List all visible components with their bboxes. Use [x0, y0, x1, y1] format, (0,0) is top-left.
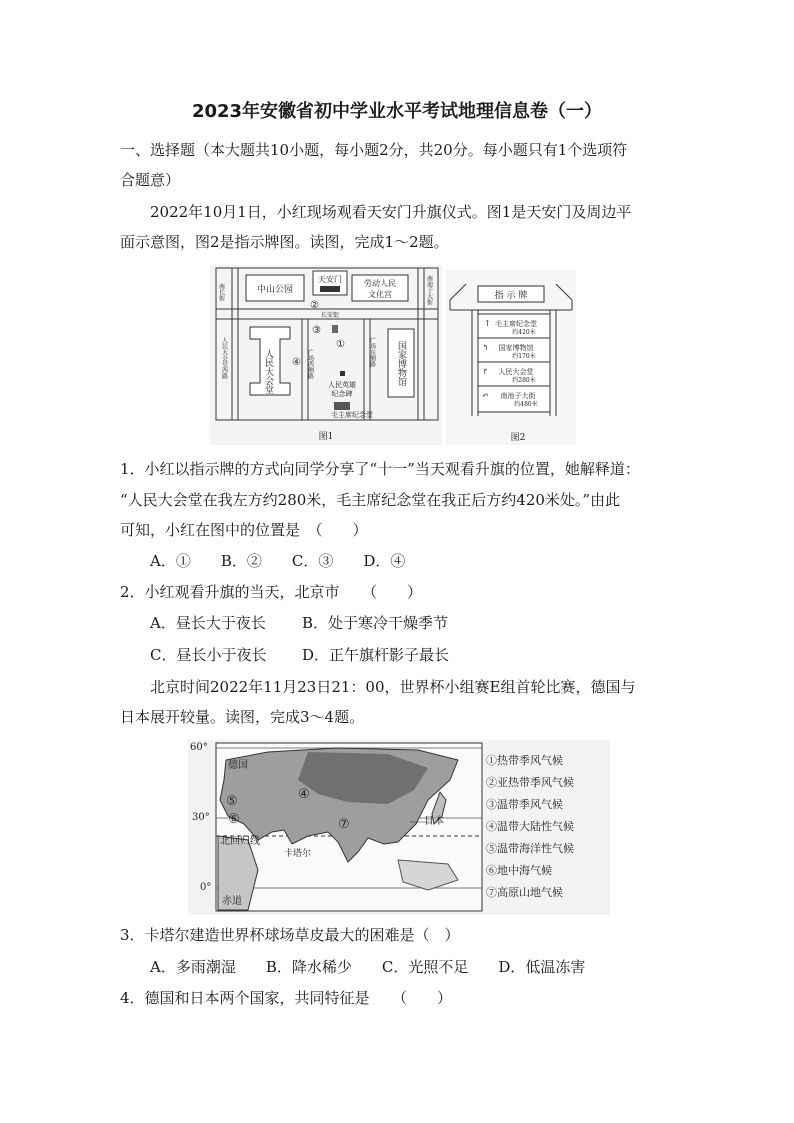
label-laodong-2: 文化宫: [368, 290, 392, 299]
row-dist: 约420米: [512, 329, 536, 336]
row-name: 南池子大街: [500, 392, 536, 400]
q2-option-a: A．昼长大于夜长: [150, 614, 266, 632]
label-japan: 日本: [424, 816, 444, 827]
label-bowuguan: 国家博物馆: [396, 341, 406, 386]
legend-item: ④温带大陆性气候: [486, 820, 574, 833]
intro2-line1: 北京时间2022年11月23日21：00，世界杯小组赛E组首轮比赛，德国与: [150, 678, 636, 696]
region-7: ⑦: [338, 817, 350, 832]
q3-stem: 3．卡塔尔建造世界杯球场草皮最大的困难是（ ）: [120, 926, 460, 944]
arrow-icon: ↶: [482, 391, 489, 400]
row-dist: 约480米: [514, 401, 538, 408]
page-title: 2023年安徽省初中学业水平考试地理信息卷（一）: [191, 101, 603, 122]
q1-line2: “人民大会堂在我左方约280米，毛主席纪念堂在我正后方约420米处。”由此: [120, 491, 621, 509]
section-header-line1: 一、选择题（本大题共10小题，每小题2分，共20分。每小题只有1个选项符: [120, 141, 628, 159]
q2-option-b: B．处于寒冷干燥季节: [302, 614, 449, 632]
legend-item: ③温带季风气候: [486, 798, 563, 811]
section-header-line2: 合题意）: [120, 171, 181, 189]
lat-60: 60°: [190, 742, 208, 753]
legend-item: ⑤温带海洋性气候: [486, 842, 574, 855]
label-tropic: 北回归线: [220, 836, 260, 847]
label-nanchang: 南长街: [217, 283, 225, 301]
intro1-line1: 2022年10月1日，小红现场观看天安门升旗仪式。图1是天安门及周边平: [150, 203, 632, 221]
marker-2: ②: [310, 300, 319, 311]
row-dist: 约280米: [512, 377, 536, 384]
label-changan: 长安街: [320, 312, 340, 319]
q2-stem: 2．小红观看升旗的当天，北京市 （ ）: [120, 583, 423, 601]
label-qatar: 卡塔尔: [284, 849, 312, 859]
figure3-climate-map: [188, 740, 610, 915]
label-tiananmen: 天安门: [318, 275, 342, 284]
lat-30: 30°: [192, 812, 210, 823]
label-nanchizi: 南池子大街: [425, 275, 433, 305]
row-name: 人民大会堂: [498, 368, 534, 376]
figure2-signboard: [446, 270, 576, 445]
q2-option-c: C．昼长小于夜长: [150, 646, 267, 664]
q3-options: A．多雨潮湿 B．降水稀少 C．光照不足 D．低温冻害: [150, 958, 586, 976]
intro1-line2: 面示意图，图2是指示牌图。读图，完成1～2题。: [120, 233, 449, 251]
q2-option-d: D．正午旗杆影子最长: [302, 646, 450, 664]
label-equator: 赤道: [222, 896, 242, 907]
row-name: 国家博物馆: [498, 344, 534, 352]
region-6: ⑥: [228, 812, 240, 827]
arrow-icon: ↰: [482, 343, 489, 352]
marker-3: ③: [312, 325, 321, 336]
legend-item: ⑥地中海气候: [486, 864, 552, 877]
label-jinianbei-2: 纪念碑: [331, 390, 353, 398]
q1-line3: 可知，小红在图中的位置是 （ ）: [120, 521, 368, 539]
label-guangchang-xi: 广场西侧路: [306, 349, 314, 379]
marker-4: ④: [292, 357, 301, 368]
label-laodong-1: 劳动人民: [364, 279, 396, 288]
intro2-line2: 日本展开较量。读图，完成3～4题。: [120, 708, 365, 726]
label-maozedong: 毛主席纪念堂: [331, 411, 373, 419]
signboard-header: 指 示 牌: [494, 291, 528, 301]
figure1-map: [210, 265, 442, 445]
row-name: 毛主席纪念堂: [495, 320, 537, 328]
legend-item: ⑦高原山地气候: [486, 886, 563, 899]
label-dahuitang: 人民大会堂: [263, 349, 273, 394]
legend-item: ②亚热带季风气候: [486, 776, 574, 789]
label-guangchang-dong: 广场东侧路: [368, 337, 376, 367]
label-dahuitang-xilu: 人民大会堂西路: [220, 337, 228, 379]
marker-1: ①: [336, 339, 345, 350]
region-4: ④: [298, 787, 310, 802]
label-zhongshan: 中山公园: [256, 285, 294, 295]
label-jinianbei-1: 人民英雄: [328, 381, 356, 389]
legend-item: ①热带季风气候: [486, 754, 563, 767]
row-dist: 约170米: [512, 353, 536, 360]
q1-options: A．① B．② C．③ D．④: [150, 552, 406, 570]
q4-stem: 4．德国和日本两个国家，共同特征是 （ ）: [120, 989, 453, 1007]
figure2-caption: 图2: [510, 433, 526, 443]
region-5: ⑤: [226, 794, 238, 809]
q1-line1: 1．小红以指示牌的方式向同学分享了“十一”当天观看升旗的位置，她解释道：: [120, 460, 640, 478]
arrow-icon: ↱: [482, 367, 489, 376]
label-germany: 德国: [228, 760, 248, 771]
figure1-caption: 图1: [318, 432, 334, 442]
lat-0: 0°: [200, 882, 212, 893]
arrow-icon: ↑: [484, 319, 491, 328]
